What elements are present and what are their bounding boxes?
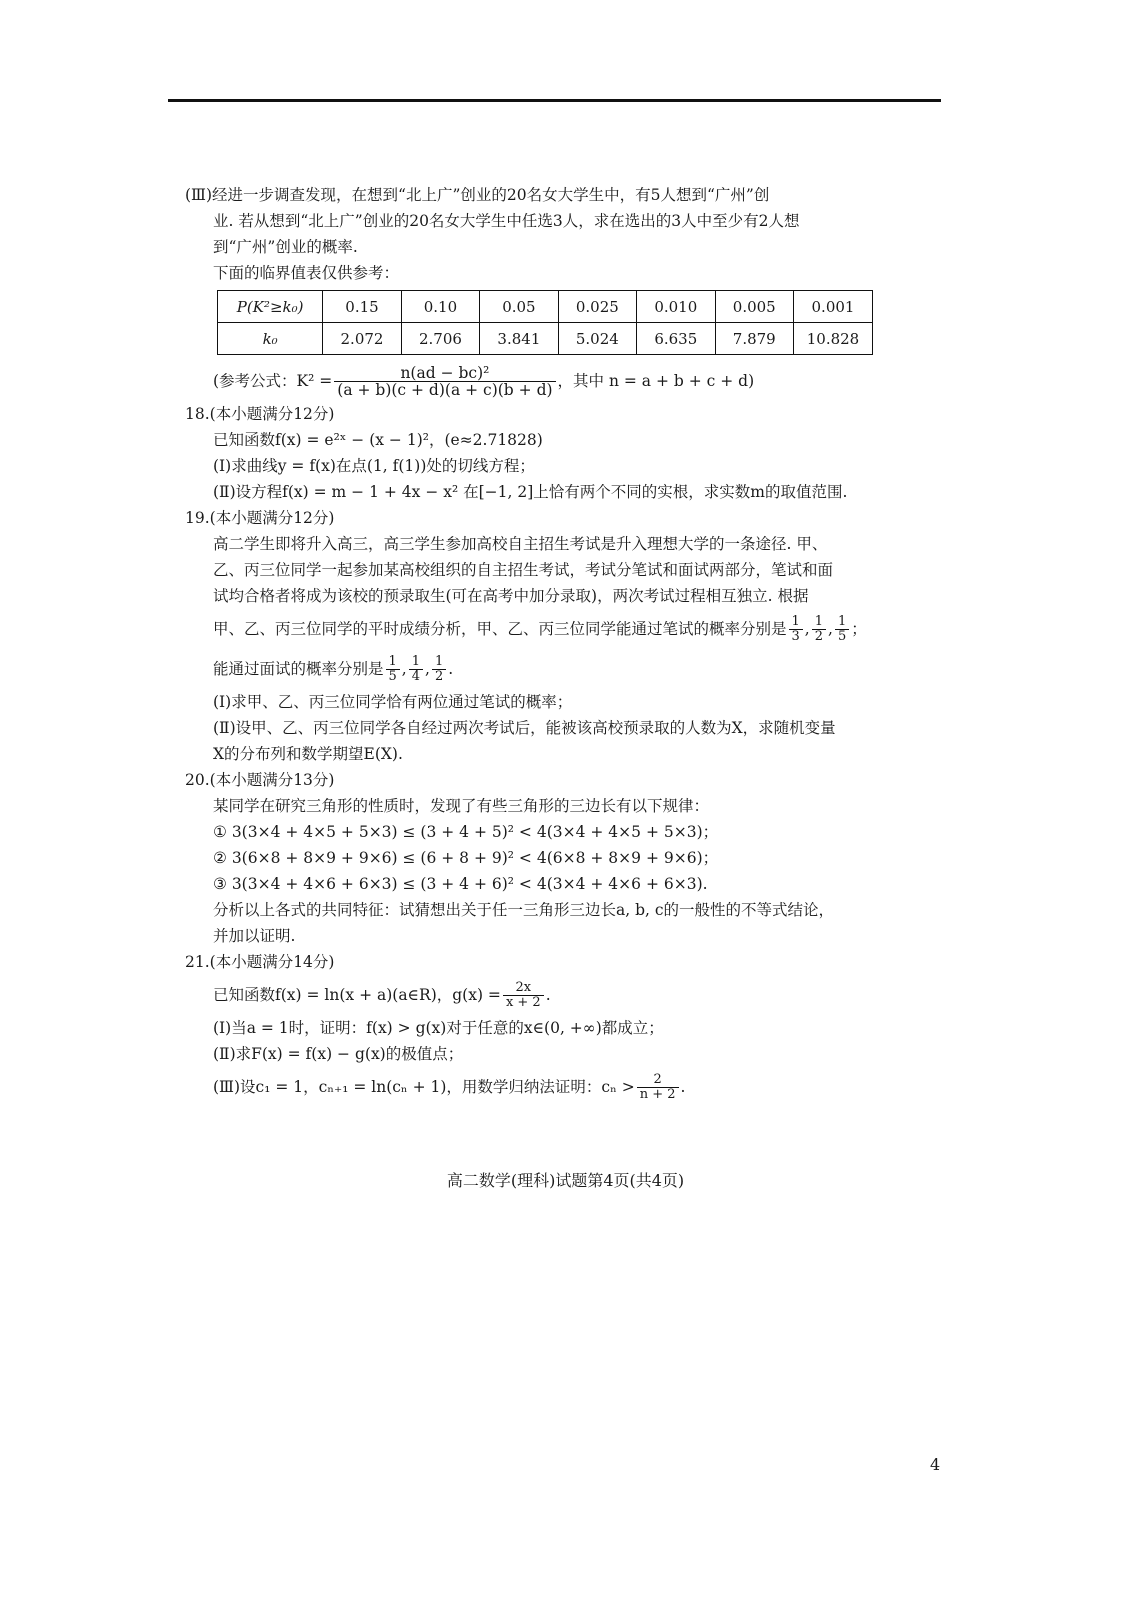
table-cell: 5.024 <box>558 323 636 355</box>
table-cell: 0.001 <box>793 291 872 323</box>
q21-line2: (Ⅰ)当a = 1时，证明：f(x) > g(x)对于任意的x∈(0, +∞)都成立； <box>213 1019 664 1037</box>
frac-den: 2 <box>814 628 824 644</box>
part3-line3: 到“广州”创业的概率. <box>213 238 358 256</box>
page-number: 4 <box>930 1455 941 1474</box>
q20-line5: 分析以上各式的共同特征：试猜想出关于任一三角形三边长a, b, c的一般性的不等式结论， <box>213 901 835 919</box>
q19-line5: 能通过面试的概率分别是 $\frac{1}{5}$ , $\frac{1}{4}$ , $\frac{1}{2}$ . <box>213 653 454 684</box>
table-cell: 10.828 <box>793 323 872 355</box>
fraction <box>409 655 423 684</box>
critical-value-table <box>217 290 873 355</box>
frac-den: 2 <box>434 668 444 684</box>
q18-line2: (Ⅰ)求曲线y = f(x)在点(1, f(1))处的切线方程； <box>213 457 535 475</box>
frac-num: 2 <box>637 1073 679 1088</box>
q19-line8: X的分布列和数学期望E(X). <box>213 745 403 763</box>
fraction <box>386 655 400 684</box>
frac-den: 4 <box>411 668 421 684</box>
q19-line5-text: 能通过面试的概率分别是 <box>213 660 384 678</box>
page-content <box>185 182 873 1107</box>
part3-line2: 业. 若从想到“北上广”创业的20名女大学生中任选3人，求在选出的3人中至少有2人想 <box>213 212 800 230</box>
frac-num: 1 <box>835 615 849 630</box>
q19-line3: 试均合格者将成为该校的预录取生(可在高考中加分录取)，两次考试过程相互独立. 根据 <box>213 587 809 605</box>
frac-den: 5 <box>388 668 397 684</box>
fraction <box>432 655 446 684</box>
table-intro: 下面的临界值表仅供参考： <box>213 264 400 282</box>
table-cell: 3.841 <box>480 323 558 355</box>
q19-line4: 甲、乙、丙三位同学的平时成绩分析，甲、乙、丙三位同学能通过笔试的概率分别是 $\frac{1}{3}$ , $\frac{1}{2}$ , $\frac{1}{5}$ ； <box>213 613 867 644</box>
q21-heading: 21.(本小题满分14分) <box>185 953 335 971</box>
formula-fraction <box>334 365 555 398</box>
table-cell: 6.635 <box>637 323 715 355</box>
formula-suffix: ，其中 n = a + b + c + d) <box>557 372 755 390</box>
q19-heading: 19.(本小题满分12分) <box>185 509 335 527</box>
frac-den: 5 <box>837 628 847 644</box>
reference-formula <box>213 361 873 401</box>
frac-num: 1 <box>789 615 803 630</box>
frac-num: 1 <box>409 655 423 670</box>
fraction <box>835 615 849 644</box>
fraction <box>812 615 826 644</box>
frac-num: 2x <box>503 981 544 996</box>
fraction <box>503 981 544 1010</box>
q20-heading: 20.(本小题满分13分) <box>185 771 335 789</box>
formula-prefix: (参考公式：K² = <box>213 372 333 390</box>
table-cell: 7.879 <box>715 323 793 355</box>
q21-line3: (Ⅱ)求F(x) = f(x) − g(x)的极值点； <box>213 1045 464 1063</box>
q21-line4: (Ⅲ)设c₁ = 1，cₙ₊₁ = ln(cₙ + 1)，用数学归纳法证明：cₙ > $\frac{2}{n + 2}$ . <box>213 1071 686 1102</box>
q21-line1: 已知函数f(x) = ln(x + a)(a∈R)，g(x) = $\frac{2x}{x + 2}$ . <box>213 979 551 1010</box>
q19-line7: (Ⅱ)设甲、乙、丙三位同学各自经过两次考试后，能被该高校预录取的人数为X，求随机变量 <box>213 719 836 737</box>
q19-line1: 高二学生即将升入高三，高三学生参加高校自主招生考试是升入理想大学的一条途径. 甲、 <box>213 535 828 553</box>
table-cell: 0.05 <box>480 291 558 323</box>
q18-line3: (Ⅱ)设方程f(x) = m − 1 + 4x − x² 在[−1, 2]上恰有两个不同的实根，求实数m的取值范围. <box>213 483 848 501</box>
top-rule <box>168 99 941 102</box>
frac-den: 3 <box>791 628 800 644</box>
table-header-p: P(K²≥k₀) <box>218 291 323 323</box>
table-cell: 0.10 <box>401 291 479 323</box>
formula-denominator: (a + b)(c + d)(a + c)(b + d) <box>337 380 553 399</box>
table-cell: 0.15 <box>323 291 401 323</box>
q19-line6: (Ⅰ)求甲、乙、丙三位同学恰有两位通过笔试的概率； <box>213 693 573 711</box>
table-cell: 0.010 <box>637 291 715 323</box>
part3-line1: (Ⅲ)经进一步调查发现，在想到“北上广”创业的20名女大学生中，有5人想到“广州”创 <box>185 186 770 204</box>
q21-line1-text: 已知函数f(x) = ln(x + a)(a∈R)，g(x) = <box>213 986 501 1004</box>
table-row <box>218 323 873 355</box>
table-cell: 2.706 <box>401 323 479 355</box>
q18-heading: 18.(本小题满分12分) <box>185 405 335 423</box>
q20-line2: ① 3(3×4 + 4×5 + 5×3) ≤ (3 + 4 + 5)² < 4(3×4 + 4×5 + 5×3)； <box>213 823 719 841</box>
fraction <box>637 1073 679 1102</box>
frac-num: 1 <box>386 655 400 670</box>
frac-num: 1 <box>432 655 446 670</box>
table-row <box>218 291 873 323</box>
fraction <box>789 615 803 644</box>
page-footer: 高二数学(理科)试题第4页(共4页) <box>446 1171 685 1190</box>
table-header-k: k₀ <box>218 323 323 355</box>
table-cell: 0.005 <box>715 291 793 323</box>
q20-line3: ② 3(6×8 + 8×9 + 9×6) ≤ (6 + 8 + 9)² < 4(6×8 + 8×9 + 9×6)； <box>213 849 719 867</box>
q20-line1: 某同学在研究三角形的性质时，发现了有些三角形的三边长有以下规律： <box>213 797 710 815</box>
q19-line4-text: 甲、乙、丙三位同学的平时成绩分析，甲、乙、丙三位同学能通过笔试的概率分别是 <box>213 620 787 638</box>
frac-num: 1 <box>812 615 826 630</box>
frac-den: x + 2 <box>505 994 541 1010</box>
formula-numerator: n(ad − bc)² <box>334 365 555 382</box>
q21-line4-text: (Ⅲ)设c₁ = 1，cₙ₊₁ = ln(cₙ + 1)，用数学归纳法证明：cₙ > <box>213 1078 635 1096</box>
table-cell: 0.025 <box>558 291 636 323</box>
q20-line4: ③ 3(3×4 + 4×6 + 6×3) ≤ (3 + 4 + 6)² < 4(3×4 + 4×6 + 6×3). <box>213 875 708 893</box>
frac-den: n + 2 <box>639 1086 676 1102</box>
q19-line2: 乙、丙三位同学一起参加某高校组织的自主招生考试，考试分笔试和面试两部分，笔试和面 <box>213 561 834 579</box>
q20-line6: 并加以证明. <box>213 927 296 945</box>
table-cell: 2.072 <box>323 323 401 355</box>
q18-line1: 已知函数f(x) = e²ˣ − (x − 1)²，(e≈2.71828) <box>213 431 543 449</box>
